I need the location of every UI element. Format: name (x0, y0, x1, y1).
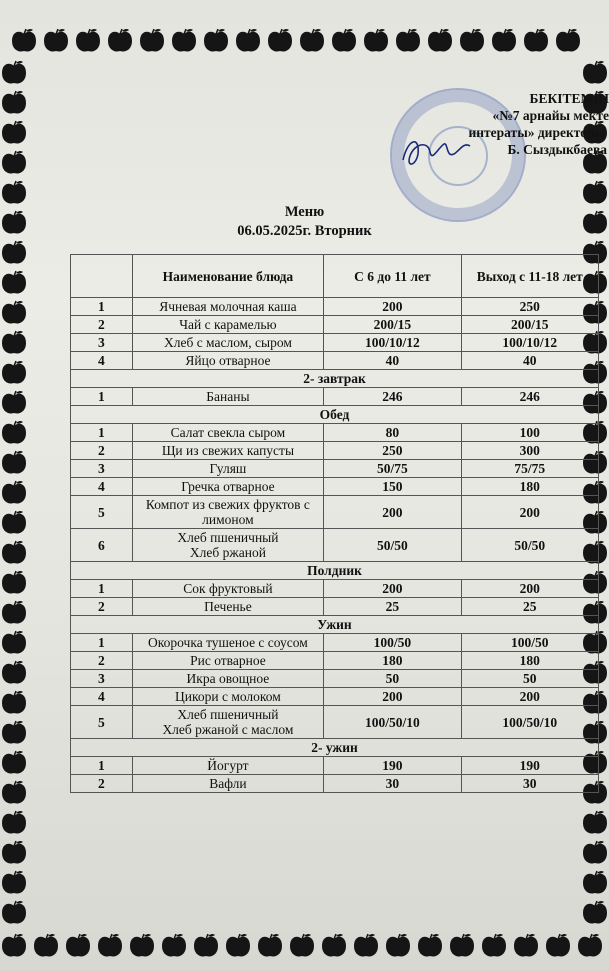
table-row (71, 388, 599, 406)
portion-11-18: 50/50 (461, 529, 598, 562)
apple-icon (0, 510, 28, 536)
dish-name-line-2: Хлеб ржаной (189, 545, 266, 560)
dish-name: Йогурт (132, 757, 324, 775)
menu-table (70, 254, 599, 793)
dish-name: Печенье (132, 598, 324, 616)
apple-icon (74, 28, 102, 54)
dish-name: Сок фруктовый (132, 580, 324, 598)
apple-icon (480, 933, 508, 959)
apple-icon (10, 28, 38, 54)
apple-icon (0, 750, 28, 776)
apple-icon (0, 810, 28, 836)
section-row (71, 370, 599, 388)
apple-icon (490, 28, 518, 54)
apple-icon (32, 933, 60, 959)
apple-icon (0, 570, 28, 596)
apple-icon (581, 840, 609, 866)
dish-name: Компот из свежих фруктов с лимоном (132, 496, 324, 529)
apple-icon (160, 933, 188, 959)
apple-icon (288, 933, 316, 959)
section-title: 2- ужин (71, 739, 599, 757)
table-row (71, 757, 599, 775)
row-number: 5 (71, 496, 133, 529)
portion-6-11: 25 (324, 598, 461, 616)
apple-icon (96, 933, 124, 959)
row-number: 1 (71, 634, 133, 652)
header-dish: Наименование блюда (132, 255, 324, 298)
table-row (71, 580, 599, 598)
apple-icon (170, 28, 198, 54)
apple-icon (581, 870, 609, 896)
dish-name: Чай с карамелью (132, 316, 324, 334)
apple-icon (298, 28, 326, 54)
portion-6-11: 150 (324, 478, 461, 496)
portion-11-18: 50 (461, 670, 598, 688)
table-row (71, 598, 599, 616)
apple-icon (192, 933, 220, 959)
table-row (71, 334, 599, 352)
portion-11-18: 190 (461, 757, 598, 775)
portion-11-18: 100/10/12 (461, 334, 598, 352)
apple-icon (352, 933, 380, 959)
approval-line-4: Б. Сыздыкбаева (507, 142, 607, 157)
section-row (71, 406, 599, 424)
portion-11-18: 200 (461, 496, 598, 529)
table-row (71, 442, 599, 460)
apple-icon (544, 933, 572, 959)
portion-11-18: 200/15 (461, 316, 598, 334)
portion-11-18: 75/75 (461, 460, 598, 478)
table-row (71, 316, 599, 334)
apple-icon (554, 28, 582, 54)
apple-icon (0, 840, 28, 866)
menu-title: Меню (284, 204, 325, 220)
portion-11-18: 180 (461, 652, 598, 670)
apple-icon (0, 240, 28, 266)
portion-6-11: 190 (324, 757, 461, 775)
dish-name: Гречка отварное (132, 478, 324, 496)
apple-icon (0, 600, 28, 626)
apple-icon (426, 28, 454, 54)
apple-icon (128, 933, 156, 959)
approval-block (389, 90, 609, 158)
table-row (71, 298, 599, 316)
dish-name: Вафли (132, 775, 324, 793)
apple-icon (0, 180, 28, 206)
table-row (71, 706, 599, 739)
dish-name: Икра овощное (132, 670, 324, 688)
row-number: 3 (71, 334, 133, 352)
dish-name-line-1: Хлеб пшеничный (177, 707, 279, 722)
apple-icon (0, 390, 28, 416)
dish-name: Ячневая молочная каша (132, 298, 324, 316)
section-row (71, 739, 599, 757)
apple-icon (330, 28, 358, 54)
apple-icon (0, 360, 28, 386)
row-number: 1 (71, 388, 133, 406)
apple-icon (234, 28, 262, 54)
portion-6-11: 180 (324, 652, 461, 670)
approval-line-2: «№7 арнайы мекте (492, 108, 609, 123)
apple-icon (0, 60, 28, 86)
portion-11-18: 30 (461, 775, 598, 793)
apple-icon (138, 28, 166, 54)
menu-date: 06.05.2025г. Вторник (237, 223, 372, 239)
portion-6-11: 200 (324, 298, 461, 316)
apple-icon (0, 300, 28, 326)
row-number: 2 (71, 775, 133, 793)
table-row (71, 652, 599, 670)
row-number: 6 (71, 529, 133, 562)
dish-name: Салат свекла сыром (132, 424, 324, 442)
portion-6-11: 50/75 (324, 460, 461, 478)
apple-icon (581, 900, 609, 926)
apple-icon (458, 28, 486, 54)
portion-11-18: 250 (461, 298, 598, 316)
apple-icon (0, 690, 28, 716)
apple-icon (0, 120, 28, 146)
apple-icon (448, 933, 476, 959)
apple-icon (42, 28, 70, 54)
portion-6-11: 80 (324, 424, 461, 442)
apple-icon (202, 28, 230, 54)
portion-6-11: 246 (324, 388, 461, 406)
apple-icon (394, 28, 422, 54)
dish-name: Окорочка тушеное с соусом (132, 634, 324, 652)
portion-11-18: 25 (461, 598, 598, 616)
apple-icon (224, 933, 252, 959)
row-number: 2 (71, 442, 133, 460)
apple-icon (384, 933, 412, 959)
apple-icon (0, 630, 28, 656)
dish-name: Яйцо отварное (132, 352, 324, 370)
apple-icon (0, 870, 28, 896)
portion-11-18: 40 (461, 352, 598, 370)
table-row (71, 775, 599, 793)
portion-6-11: 40 (324, 352, 461, 370)
row-number: 1 (71, 757, 133, 775)
row-number: 1 (71, 298, 133, 316)
portion-11-18: 300 (461, 442, 598, 460)
dish-name: Гуляш (132, 460, 324, 478)
table-row (71, 424, 599, 442)
dish-name-line-1: Хлеб пшеничный (177, 530, 279, 545)
dish-name: Рис отварное (132, 652, 324, 670)
apple-icon (0, 780, 28, 806)
apple-icon (0, 900, 28, 926)
apple-icon (522, 28, 550, 54)
table-row (71, 670, 599, 688)
portion-11-18: 180 (461, 478, 598, 496)
portion-11-18: 100/50 (461, 634, 598, 652)
dish-name: Хлеб с маслом, сыром (132, 334, 324, 352)
apple-icon (581, 60, 609, 86)
row-number: 4 (71, 352, 133, 370)
apple-icon (266, 28, 294, 54)
portion-11-18: 200 (461, 580, 598, 598)
apple-icon (0, 450, 28, 476)
approval-line-3: интераты» директоры (468, 125, 605, 140)
portion-6-11: 200 (324, 580, 461, 598)
portion-6-11: 200 (324, 496, 461, 529)
row-number: 4 (71, 688, 133, 706)
row-number: 2 (71, 316, 133, 334)
portion-6-11: 250 (324, 442, 461, 460)
apple-icon (0, 420, 28, 446)
apple-icon (0, 270, 28, 296)
apple-icon (416, 933, 444, 959)
row-number: 1 (71, 580, 133, 598)
row-number: 3 (71, 460, 133, 478)
section-row (71, 616, 599, 634)
approval-line-1: БЕКІТЕМІН (529, 91, 609, 106)
apple-icon (581, 180, 609, 206)
section-row (71, 562, 599, 580)
table-row (71, 529, 599, 562)
table-row (71, 634, 599, 652)
row-number: 1 (71, 424, 133, 442)
table-row (71, 478, 599, 496)
row-number: 4 (71, 478, 133, 496)
apple-icon (256, 933, 284, 959)
apple-icon (64, 933, 92, 959)
apple-icon (0, 480, 28, 506)
portion-6-11: 50/50 (324, 529, 461, 562)
portion-6-11: 100/50 (324, 634, 461, 652)
portion-11-18: 246 (461, 388, 598, 406)
header-age-6-11: С 6 до 11 лет (324, 255, 461, 298)
table-row (71, 496, 599, 529)
section-title: Обед (71, 406, 599, 424)
row-number: 2 (71, 598, 133, 616)
portion-11-18: 200 (461, 688, 598, 706)
portion-6-11: 50 (324, 670, 461, 688)
apple-icon (0, 720, 28, 746)
portion-6-11: 200/15 (324, 316, 461, 334)
section-title: Ужин (71, 616, 599, 634)
apple-icon (0, 90, 28, 116)
apple-icon (512, 933, 540, 959)
section-title: 2- завтрак (71, 370, 599, 388)
row-number: 2 (71, 652, 133, 670)
dish-name (132, 529, 324, 562)
table-row (71, 460, 599, 478)
table-row (71, 688, 599, 706)
row-number: 3 (71, 670, 133, 688)
portion-11-18: 100 (461, 424, 598, 442)
portion-6-11: 200 (324, 688, 461, 706)
portion-6-11: 30 (324, 775, 461, 793)
header-age-11-18: Выход с 11-18 лет (461, 255, 598, 298)
apple-icon (0, 933, 28, 959)
apple-icon (576, 933, 604, 959)
apple-icon (0, 330, 28, 356)
header-num (71, 255, 133, 298)
portion-6-11: 100/10/12 (324, 334, 461, 352)
table-row (71, 352, 599, 370)
apple-icon (0, 660, 28, 686)
dish-name-line-2: Хлеб ржаной с маслом (162, 722, 294, 737)
apple-icon (0, 540, 28, 566)
section-title: Полдник (71, 562, 599, 580)
apple-icon (320, 933, 348, 959)
dish-name: Цикори с молоком (132, 688, 324, 706)
row-number: 5 (71, 706, 133, 739)
dish-name: Бананы (132, 388, 324, 406)
portion-6-11: 100/50/10 (324, 706, 461, 739)
dish-name: Щи из свежих капусты (132, 442, 324, 460)
apple-icon (581, 810, 609, 836)
portion-11-18: 100/50/10 (461, 706, 598, 739)
apple-icon (362, 28, 390, 54)
apple-icon (106, 28, 134, 54)
table-header-row (71, 255, 599, 298)
dish-name (132, 706, 324, 739)
apple-icon (0, 150, 28, 176)
